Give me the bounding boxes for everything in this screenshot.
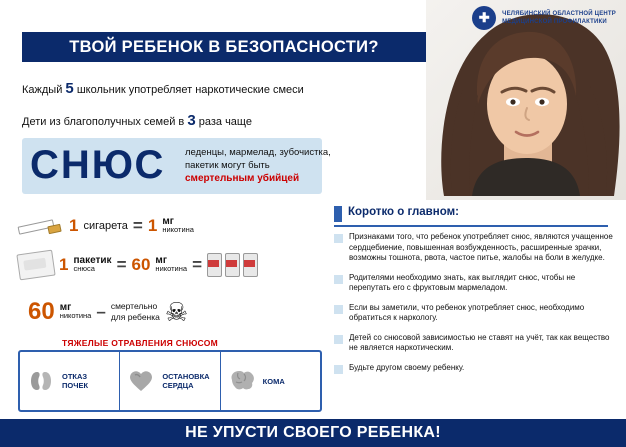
list-item <box>334 333 614 354</box>
kidneys-icon <box>24 363 58 399</box>
equation-1-left-label: сигарета <box>83 220 128 232</box>
equation-1-right-unit <box>162 215 194 235</box>
organization-name-line2: МЕДИЦИНСКОЙ ПРОФИЛАКТИКИ <box>502 19 607 25</box>
stat-1-post: школьник употребляет наркотические смеси <box>76 84 304 96</box>
organization-name <box>502 10 616 26</box>
equation-3-unit-bottom: никотина <box>59 311 92 320</box>
emblem-icon: ✚ <box>472 6 496 30</box>
snus-pouch-icon <box>16 250 55 281</box>
severe-item-coma-label: КОМА <box>262 376 285 386</box>
equation-3-text-bottom: для ребенка <box>110 312 160 322</box>
advice-text-2: Родителями необходимо знать, как выглядит снюс, чтобы не перепутать его с фруктовым мармеладом. <box>349 272 576 292</box>
equation-3-unit-top: мг <box>59 301 72 313</box>
equation-3-operator: – <box>96 302 106 321</box>
severe-item-kidneys <box>20 352 120 410</box>
severe-kidneys-line2: ПОЧЕК <box>62 381 89 390</box>
severe-heart-line1: ОСТАНОВКА <box>162 372 210 381</box>
stat-2-pre: Дети из благополучных семей в <box>22 116 185 128</box>
snus-description <box>185 146 335 185</box>
equation-2-operator: = <box>116 255 127 274</box>
stat-2-number: 3 <box>187 112 196 129</box>
snus-desc-warning: смертельным убийцей <box>185 173 300 184</box>
severe-effects-box <box>18 350 322 412</box>
list-item <box>334 363 614 374</box>
cigarette-icon <box>18 220 64 232</box>
equation-2-left-label-bottom: снюса <box>73 264 95 273</box>
footer-text: НЕ УПУСТИ СВОЕГО РЕБЕНКА! <box>185 424 441 441</box>
equation-1-unit-top: мг <box>162 215 174 227</box>
cigarette-packs-icon <box>207 253 258 277</box>
equation-1-left-number: 1 <box>69 216 79 235</box>
girl-photo <box>426 0 626 200</box>
bullet-icon <box>334 234 343 243</box>
brain-icon <box>225 363 259 399</box>
bullet-icon <box>334 335 343 344</box>
severe-item-heart-label <box>162 372 209 390</box>
equation-2-operator-2: = <box>192 255 202 274</box>
equation-3-right-text <box>111 301 160 323</box>
snus-word: СНЮС <box>30 143 166 187</box>
equation-3-text-top: смертельно <box>110 301 158 311</box>
organization-name-line1: ЧЕЛЯБИНСКИЙ ОБЛАСТНОЙ ЦЕНТР <box>502 11 616 17</box>
equation-pouch <box>18 252 258 278</box>
equation-2-left-label-top: пакетик <box>73 254 112 266</box>
equation-cigarette <box>18 216 194 236</box>
severe-kidneys-line1: ОТКАЗ <box>62 372 88 381</box>
equation-2-right-unit <box>155 254 188 274</box>
list-item <box>334 303 614 324</box>
heart-icon <box>124 363 158 399</box>
severe-section-title: ТЯЖЕЛЫЕ ОТРАВЛЕНИЯ СНЮСОМ <box>62 338 219 348</box>
equation-3-left-number: 60 <box>28 298 55 325</box>
severe-item-heart <box>120 352 220 410</box>
advice-list <box>334 232 614 383</box>
advice-text-4: Детей со снюсовой зависимостью не ставят на учёт, так как вещество не является наркотическим. <box>349 332 610 352</box>
bullet-icon <box>334 365 343 374</box>
severe-heart-line2: СЕРДЦА <box>162 381 194 390</box>
advice-text-3: Если вы заметили, что ребенок употребляет снюс, необходимо обратиться к наркологу. <box>349 302 585 322</box>
equation-1-unit-bottom: никотина <box>162 225 194 234</box>
bullet-icon <box>334 305 343 314</box>
equation-2-unit-top: мг <box>155 254 167 266</box>
footer-banner <box>0 419 626 447</box>
equation-lethal <box>28 298 188 326</box>
header-accent-bar <box>334 206 342 222</box>
list-item <box>334 232 614 264</box>
snus-desc-line1: леденцы, мармелад, зубочистка, <box>185 147 331 158</box>
stat-2-post: раза чаще <box>198 116 252 128</box>
header-rule <box>334 225 608 227</box>
page-title-text: ТВОЙ РЕБЕНОК В БЕЗОПАСНОСТИ? <box>69 37 379 56</box>
skull-and-bones-icon: ☠ <box>164 297 189 327</box>
severe-item-kidneys-label <box>62 372 88 390</box>
equation-3-left-unit <box>59 301 92 321</box>
organization-logo <box>472 6 616 30</box>
stat-line-1 <box>22 80 304 97</box>
equation-2-right-number: 60 <box>131 255 151 274</box>
page-title <box>22 32 426 62</box>
equation-2-left-label <box>73 254 112 274</box>
bullet-icon <box>334 275 343 284</box>
right-section-heading: Коротко о главном: <box>348 206 459 218</box>
equation-2-left-number: 1 <box>59 255 69 274</box>
stat-1-number: 5 <box>65 80 74 97</box>
advice-text-1: Признаками того, что ребенок употребляет снюс, являются учащенное сердцебиение, повышенная возбужденность, расширенные зрачки, возможны тошнота, рвота, частое питье, жалобы на боли в желудке. <box>349 232 613 262</box>
equation-2-unit-bottom: никотина <box>155 264 188 273</box>
equation-1-right-number: 1 <box>147 216 158 235</box>
snus-desc-line2: пакетик могут быть <box>185 160 270 171</box>
stat-1-pre: Каждый <box>22 84 63 96</box>
stat-line-2 <box>22 112 252 129</box>
equation-1-operator: = <box>132 216 143 235</box>
advice-text-5: Будьте другом своему ребенку. <box>349 362 465 372</box>
list-item <box>334 273 614 294</box>
severe-item-coma <box>221 352 320 410</box>
